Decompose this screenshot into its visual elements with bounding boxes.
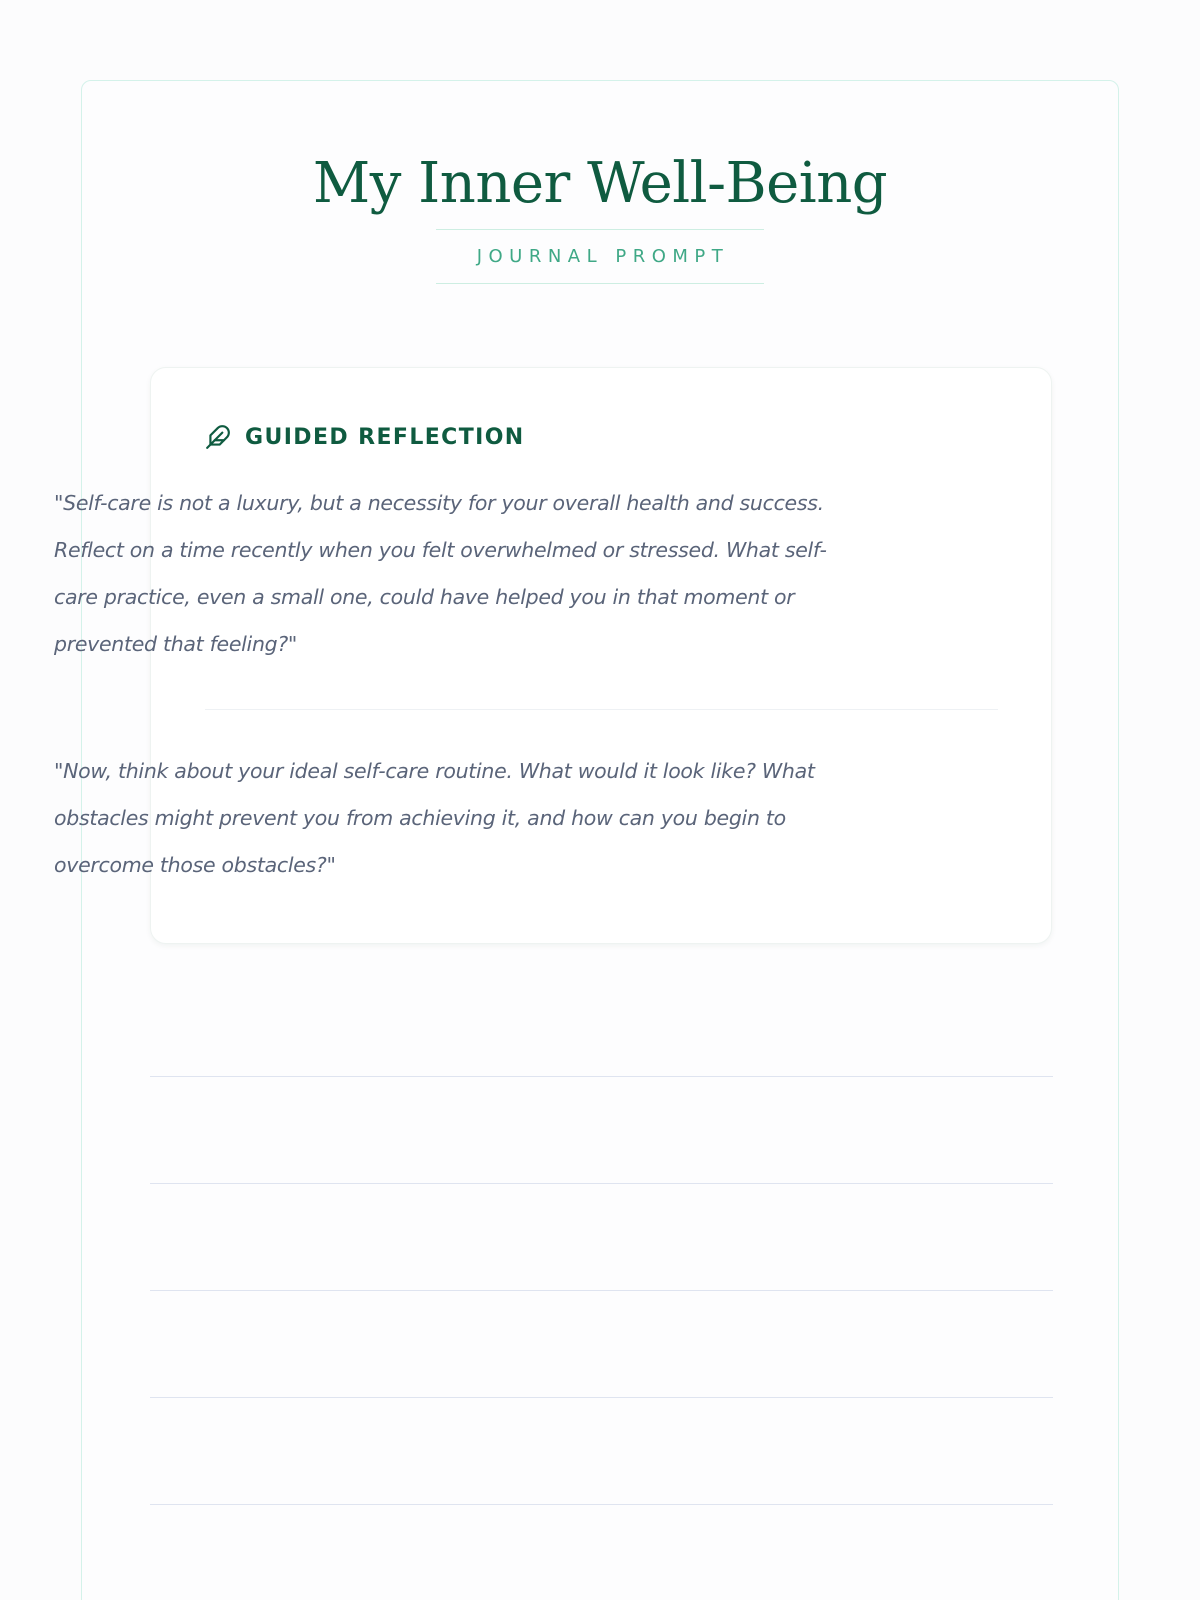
prompt-text-first: "Self-care is not a luxury, but a necessity for your overall health and success. Reflect on a time recently when you felt overwhelmed or stressed. What self-care practice, even a small one, could have helped you in that moment or prevented that feeling?" [54,491,827,656]
writing-line [150,1504,1053,1505]
page-title: My Inner Well-Being [312,151,888,216]
writing-line [150,1290,1053,1291]
page-subtitle: JOURNAL PROMPT [476,246,730,267]
prompt-text-second: "Now, think about your ideal self-care routine. What would it look like? What obstacles might prevent you from achieving it, and how can you begin to overcome those obstacles?" [54,759,815,877]
subtitle-banner [436,229,764,284]
writing-line [150,1183,1053,1184]
writing-line [150,1076,1053,1077]
prompt-card-heading: GUIDED REFLECTION [245,424,525,450]
prompt-card-header [205,422,525,452]
prompt-divider [205,709,998,710]
feather-icon [205,424,231,450]
writing-line [150,1397,1053,1398]
